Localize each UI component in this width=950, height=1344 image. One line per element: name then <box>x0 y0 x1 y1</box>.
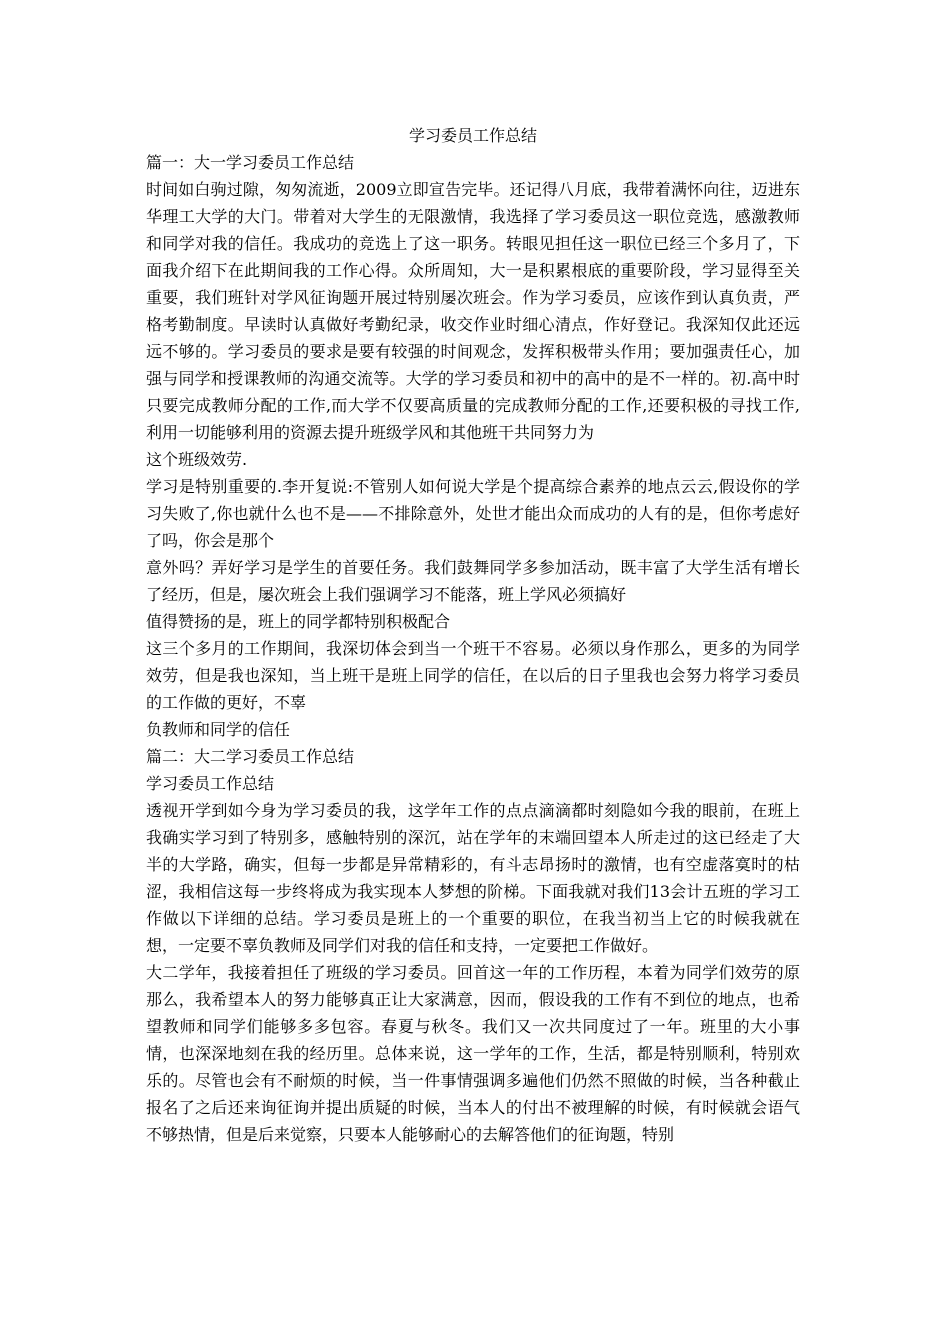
body-paragraph: 大二学年，我接着担任了班级的学习委员。回首这一年的工作历程，本着为同学们效劳的原那么，我希望本人的努力能够真正让大家满意，因而，假设我的工作有不到位的地点，也希望教师和同学们能够多多包容。春夏与秋冬。我们又一次共同度过了一年。班里的大小事情，也深深地刻在我的经历里。总体来说，这一学年的工作，生活，都是特别顺利，特别欢乐的。尽管也会有不耐烦的时候，当一件事情强调多遍他们仍然不照做的时候，当各种截止报名了之后还来询征询并提出质疑的时候，当本人的付出不被理解的时候，有时候就会语气不够热情，但是后来觉察，只要本人能够耐心的去解答他们的征询题，特别 <box>146 963 800 1144</box>
body-paragraph: 负教师和同学的信任 <box>146 720 291 739</box>
body-paragraph: 学习是特别重要的.李开复说:不管别人如何说大学是个提高综合素养的地点云云,假设你的学习失败了,你也就什么也不是——不排除意外，处世才能出众而成功的人有的是，但你考虑好了吗，你会是那个 <box>146 477 800 550</box>
section-heading-1: 篇一：大一学习委员工作总结 <box>146 153 355 172</box>
document-title: 学习委员工作总结 <box>408 126 537 145</box>
document-page <box>146 122 800 1148</box>
body-paragraph: 意外吗？弄好学习是学生的首要任务。我们鼓舞同学多参加活动，既丰富了大学生活有增长了经历，但是，屡次班会上我们强调学习不能落，班上学风必须搞好 <box>146 558 800 604</box>
body-paragraph: 值得赞扬的是，班上的同学都特别积极配合 <box>146 612 451 631</box>
body-paragraph: 时间如白驹过隙，匆匆流逝，2009立即宣告完毕。还记得八月底，我带着满怀向往，迈进东华理工大学的大门。带着对大学生的无限激情，我选择了学习委员这一职位竞选，感激教师和同学对我的信任。我成功的竞选上了这一职务。转眼见担任这一职位已经三个多月了，下面我介绍下在此期间我的工作心得。众所周知，大一是积累根底的重要阶段，学习显得至关重要，我们班针对学风征询题开展过特别屡次班会。作为学习委员，应该作到认真负责，严格考勤制度。早读时认真做好考勤纪录，收交作业时细心清点，作好登记。我深知仅此还远远不够的。学习委员的要求是要有较强的时间观念，发挥积极带头作用；要加强责任心，加强与同学和授课教师的沟通交流等。大学的学习委员和初中的高中的是不一样的。初.高中时只要完成教师分配的工作,而大学不仅要高质量的完成教师分配的工作,还要积极的寻找工作,利用一切能够利用的资源去提升班级学风和其他班干共同努力为 <box>146 180 800 442</box>
body-paragraph: 这个班级效劳. <box>146 450 248 469</box>
body-paragraph: 这三个多月的工作期间，我深切体会到当一个班干不容易。必须以身作那么，更多的为同学效劳，但是我也深知，当上班干是班上同学的信任，在以后的日子里我也会努力将学习委员的工作做的更好，不辜 <box>146 639 800 712</box>
section-heading-2: 篇二：大二学习委员工作总结 <box>146 747 355 766</box>
body-paragraph: 透视开学到如今身为学习委员的我，这学年工作的点点滴滴都时刻隐如今我的眼前，在班上我确实学习到了特别多，感触特别的深沉，站在学年的末端回望本人所走过的这已经走了大半的大学路，确实，但每一步都是异常精彩的，有斗志昂扬时的激情，也有空虚落寞时的枯涩，我相信这每一步终将成为我实现本人梦想的阶梯。下面我就对我们13会计五班的学习工作做以下详细的总结。学习委员是班上的一个重要的职位，在我当初当上它的时候我就在想，一定要不辜负教师及同学们对我的信任和支持，一定要把工作做好。 <box>146 801 800 955</box>
subheading: 学习委员工作总结 <box>146 774 275 793</box>
